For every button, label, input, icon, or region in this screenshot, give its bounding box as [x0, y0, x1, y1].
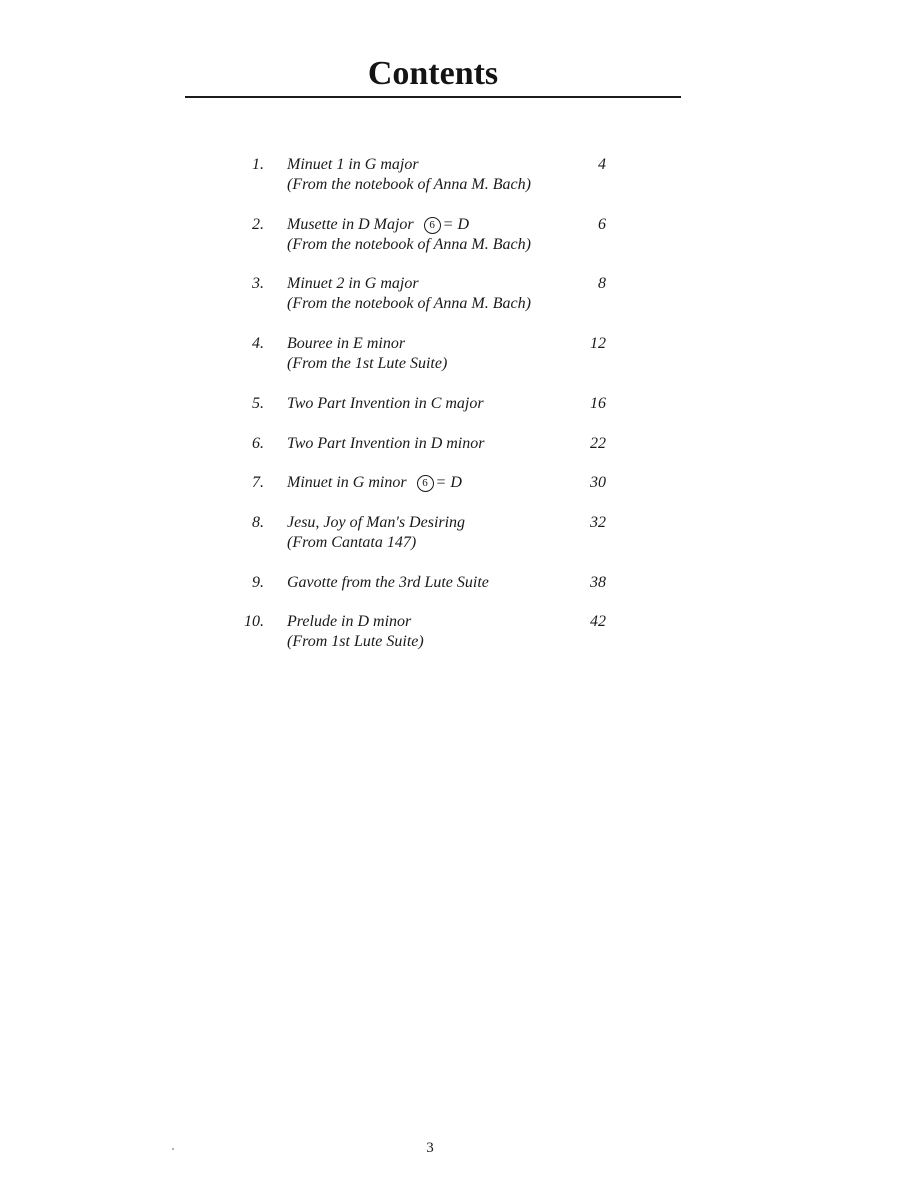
entry-number: 5. [252, 395, 264, 412]
entry-page: 12 [590, 335, 606, 352]
scan-speck [172, 1148, 174, 1150]
entry-title: Gavotte from the 3rd Lute Suite [287, 574, 489, 591]
entry-page: 42 [590, 613, 606, 630]
entry-title: Musette in D Major [287, 216, 414, 233]
entry-number: 3. [252, 275, 264, 292]
entry-title: Minuet 2 in G major [287, 275, 419, 292]
entry-title: Prelude in D minor [287, 613, 412, 630]
string-number-icon: 6 [417, 475, 434, 492]
entry-page: 38 [590, 574, 606, 591]
entry-title: Jesu, Joy of Man's Desiring [287, 514, 466, 531]
string-number-icon: 6 [424, 217, 441, 234]
entry-number: 1. [252, 156, 264, 173]
tuning-note: = D [442, 216, 470, 233]
entry-source: (From the notebook of Anna M. Bach) [287, 176, 531, 193]
entry-source: (From Cantata 147) [287, 534, 417, 551]
tuning-note: = D [435, 474, 462, 491]
entry-page: 6 [598, 216, 606, 233]
entry-source: (From the notebook of Anna M. Bach) [287, 295, 531, 312]
entry-title: Minuet in G minor [287, 474, 407, 491]
entry-page: 32 [590, 514, 606, 531]
entry-source: (From the notebook of Anna M. Bach) [287, 236, 531, 253]
entry-page: 8 [598, 275, 606, 292]
entry-title: Two Part Invention in C major [287, 395, 484, 412]
entry-number: 8. [252, 514, 264, 531]
entry-source: (From 1st Lute Suite) [287, 633, 424, 650]
entry-title: Minuet 1 in G major [287, 156, 419, 173]
entry-number: 4. [252, 335, 264, 352]
page-number: 3 [426, 1140, 434, 1156]
entry-page: 4 [598, 156, 606, 173]
entry-number: 2. [252, 216, 264, 233]
entry-number: 6. [252, 435, 264, 452]
entry-page: 30 [590, 474, 606, 491]
entry-title: Bouree in E minor [287, 335, 406, 352]
title-rule [185, 96, 681, 98]
page-title: Contents [367, 55, 499, 92]
entry-page: 22 [590, 435, 606, 452]
entry-number: 9. [252, 574, 264, 591]
entry-number: 10. [244, 613, 264, 630]
entry-title: Two Part Invention in D minor [287, 435, 485, 452]
entry-page: 16 [590, 395, 606, 412]
entry-number: 7. [252, 474, 264, 491]
entry-source: (From the 1st Lute Suite) [287, 355, 448, 372]
